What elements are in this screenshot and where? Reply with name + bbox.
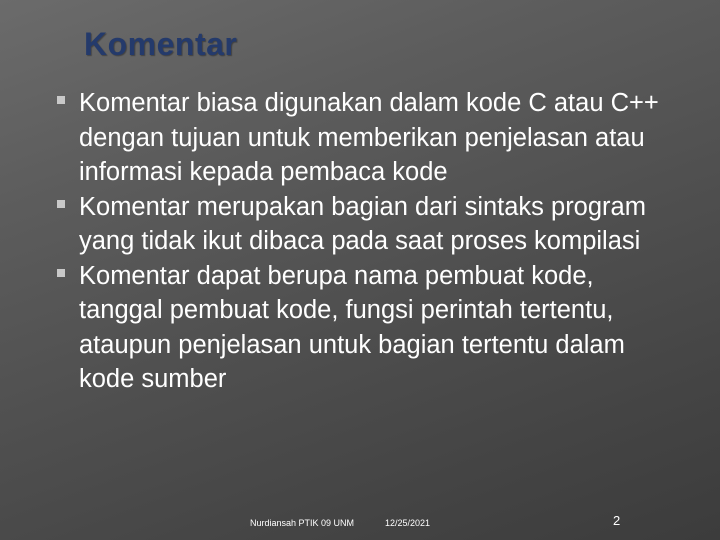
square-bullet-icon [57,96,65,104]
footer-author: Nurdiansah PTIK 09 UNM [250,518,355,528]
bullet-text: Komentar dapat berupa nama pembuat kode, tanggal pembuat kode, fungsi perintah tertentu, ataupun penjelasan untuk bagian tertentu dalam kode sumber [79,261,625,393]
bullet-text: Komentar biasa digunakan dalam kode C atau C++ dengan tujuan untuk memberikan penjelasan atau informasi kepada pembaca kode [79,89,659,186]
bullet-item [0,86,720,190]
bullet-text: Komentar merupakan bagian dari sintaks program yang tidak ikut dibaca pada saat proses kompilasi [79,192,646,255]
footer-date: 12/25/2021 [385,518,431,528]
page-number: 2 [613,513,621,528]
square-bullet-icon [57,269,65,277]
bullet-item [0,190,720,259]
square-bullet-icon [57,200,65,208]
bullet-list [0,86,720,397]
bullet-item [0,259,720,397]
slide-title: Komentar [84,26,238,62]
